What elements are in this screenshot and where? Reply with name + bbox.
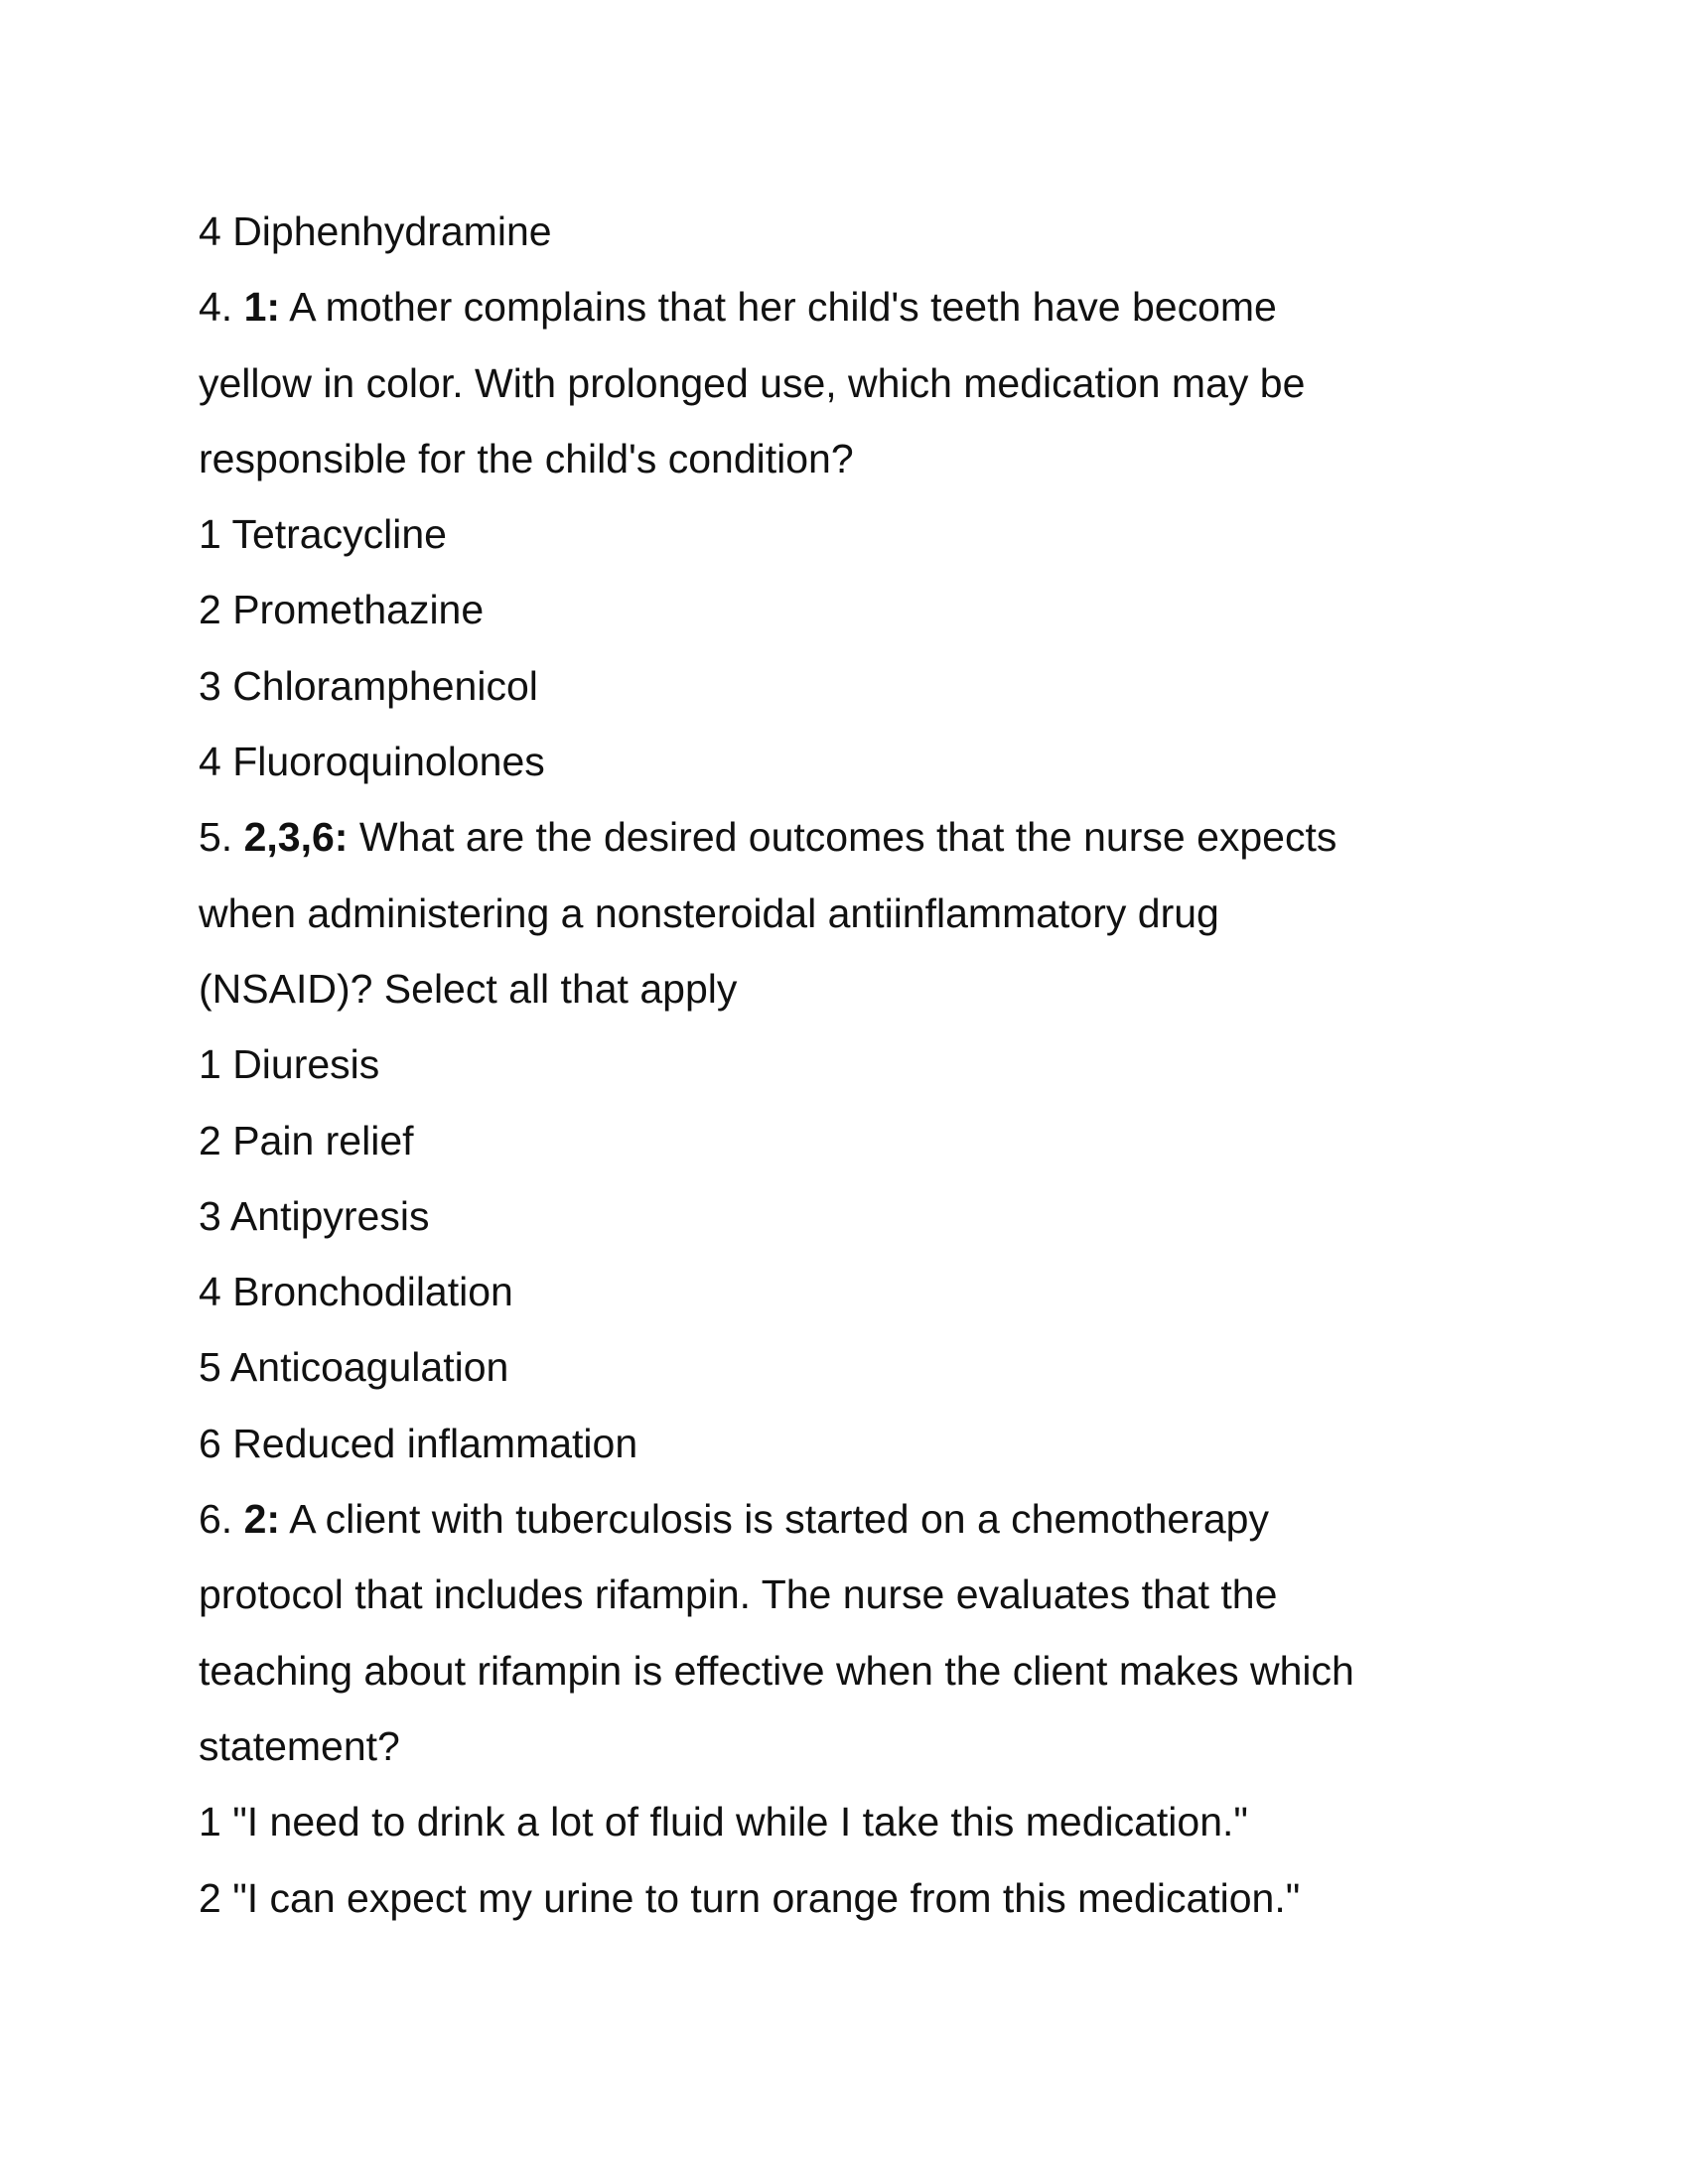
answer-option: 3 Antipyresis bbox=[199, 1192, 430, 1239]
answer-option: 3 Chloramphenicol bbox=[199, 662, 538, 709]
question-text-line: statement? bbox=[199, 1722, 400, 1769]
question-number: 6. bbox=[199, 1496, 244, 1543]
question-text-line: (NSAID)? Select all that apply bbox=[199, 965, 738, 1012]
answer-option: 4 Bronchodilation bbox=[199, 1269, 513, 1315]
question-line bbox=[199, 269, 1519, 344]
answer-option: 6 Reduced inflammation bbox=[199, 1420, 638, 1466]
answer-option: 2 Promethazine bbox=[199, 587, 485, 633]
question-text-line: responsible for the child's condition? bbox=[199, 435, 854, 481]
answer-option: 1 Diuresis bbox=[199, 1041, 380, 1088]
answer-option: 2 Pain relief bbox=[199, 1117, 414, 1163]
question-number: 4. bbox=[199, 284, 244, 331]
question-number: 5. bbox=[199, 814, 244, 861]
answer-option: 1 "I need to drink a lot of fluid while I take this medication." bbox=[199, 1799, 1248, 1845]
document-body bbox=[199, 194, 1519, 1936]
question-text-line: teaching about rifampin is effective when the client makes which bbox=[199, 1647, 1354, 1694]
answer-key: 2,3,6: bbox=[243, 814, 349, 861]
question-line bbox=[199, 799, 1519, 875]
answer-option: 4 Fluoroquinolones bbox=[199, 739, 545, 785]
answer-key: 2: bbox=[243, 1496, 281, 1543]
question-text: A client with tuberculosis is started on a chemotherapy bbox=[280, 1496, 1269, 1543]
question-text-line: protocol that includes rifampin. The nurse evaluates that the bbox=[199, 1571, 1278, 1618]
question-text: A mother complains that her child's teeth have become bbox=[280, 284, 1277, 331]
question-text-line: when administering a nonsteroidal antiinflammatory drug bbox=[199, 889, 1219, 936]
question-text: What are the desired outcomes that the nurse expects bbox=[348, 814, 1337, 861]
question-text-line: yellow in color. With prolonged use, which medication may be bbox=[199, 359, 1306, 406]
answer-option: 4 Diphenhydramine bbox=[199, 208, 552, 254]
answer-option: 5 Anticoagulation bbox=[199, 1344, 509, 1391]
answer-option: 2 "I can expect my urine to turn orange from this medication." bbox=[199, 1874, 1301, 1921]
answer-key: 1: bbox=[243, 284, 281, 331]
answer-option: 1 Tetracycline bbox=[199, 511, 447, 558]
question-line bbox=[199, 1481, 1519, 1557]
